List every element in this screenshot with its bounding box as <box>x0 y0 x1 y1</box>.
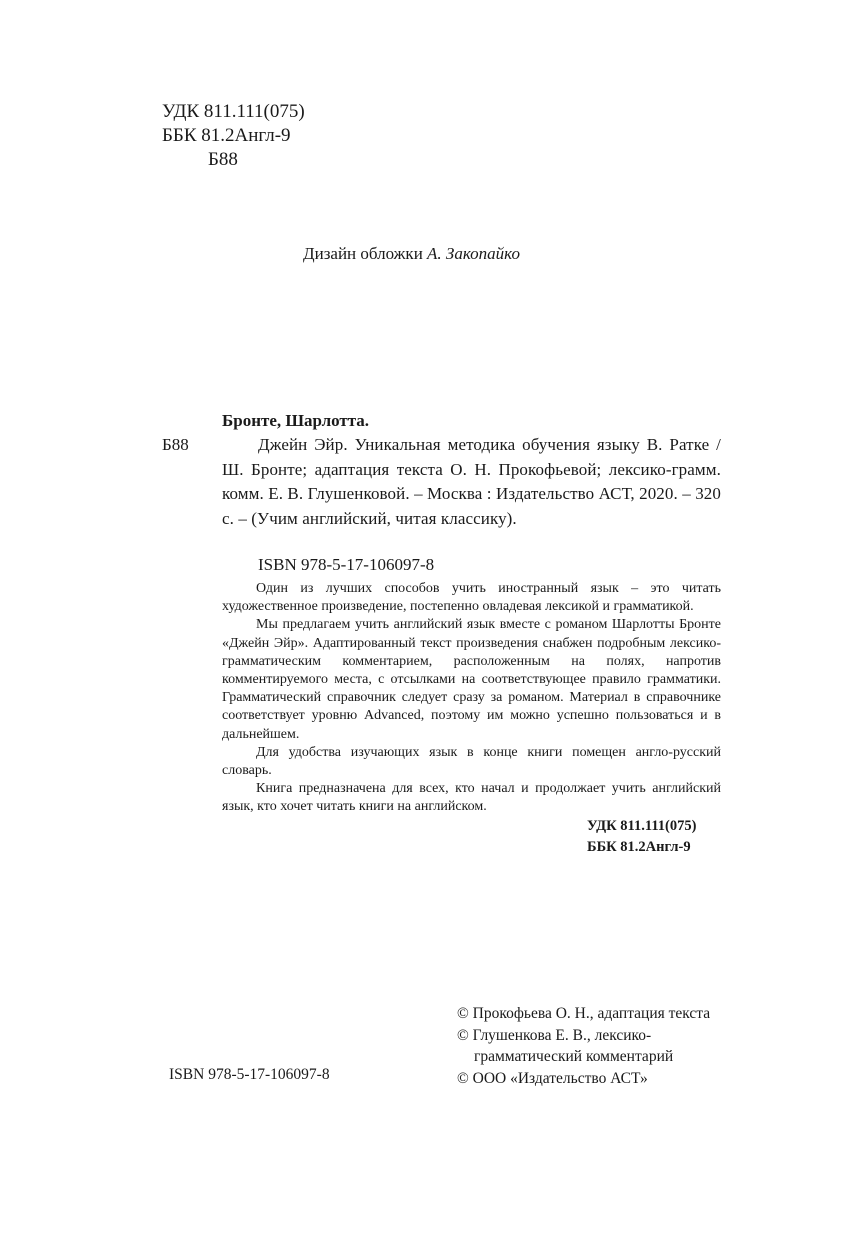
annotation-paragraph: Один из лучших способов учить иностранный язык – это читать художественное произведение, постепенно овладевая лексикой и грамматикой. <box>222 581 721 615</box>
cover-design-credit <box>303 244 520 264</box>
udk-code-top: УДК 811.111(075) <box>162 101 305 122</box>
copyright-commentary-cont: грамматический комментарий <box>474 1048 674 1065</box>
catalog-author-mark: Б88 <box>162 435 189 454</box>
catalog-author: Бронте, Шарлотта. <box>222 411 370 430</box>
cover-designer-name: А. Закопайко <box>427 244 520 263</box>
annotation <box>222 580 721 817</box>
bbk-code-top: ББК 81.2Англ-9 <box>162 125 291 146</box>
udk-code-bottom: УДК 811.111(075) <box>587 818 697 834</box>
copyright-block <box>457 1003 710 1089</box>
bottom-codes <box>587 816 696 858</box>
annotation-paragraph: Для удобства изучающих язык в конце книги помещен англо-русский словарь. <box>222 744 721 779</box>
catalog-isbn: ISBN 978-5-17-106097-8 <box>258 555 435 574</box>
copyright-commentary: © Глушенкова Е. В., лексико- <box>457 1026 652 1044</box>
footer-isbn: ISBN 978-5-17-106097-8 <box>169 1066 330 1083</box>
bbk-code-bottom: ББК 81.2Англ-9 <box>587 839 691 855</box>
copyright-adaptation: © Прокофьева О. Н., адаптация текста <box>457 1005 711 1022</box>
author-mark-top: Б88 <box>208 149 238 170</box>
cover-design-label: Дизайн обложки <box>303 244 423 263</box>
annotation-paragraph: Мы предлагаем учить английский язык вместе с романом Шарлотты Бронте «Джейн Эйр». Адаптированный текст произведения снабжен подробным лексико-грамматическим комментарием, расположенным на полях, напротив комментируемого места, с отсылками на соответствующее правило грамматики. Грамматический справочник следует сразу за романом. Материал в справочнике соответствует уровню Advanced, поэтому им можно успешно пользоваться и в дальнейшем. <box>222 617 721 742</box>
copyright-publisher: © ООО «Издательство АСТ» <box>457 1069 648 1087</box>
annotation-paragraph: Книга предназначена для всех, кто начал и продолжает учить английский язык, кто хочет читать книги на английском. <box>222 781 721 815</box>
bibliographic-description: Джейн Эйр. Уникальная методика обучения языку В. Ратке / Ш. Бронте; адаптация текста О. Н. Прокофьевой; лексико-грамм. комм. Е. В. Глушенковой. – Москва : Издательство АСТ, 2020. – 320 с. – (Учим английский, читая классику). <box>222 435 721 528</box>
